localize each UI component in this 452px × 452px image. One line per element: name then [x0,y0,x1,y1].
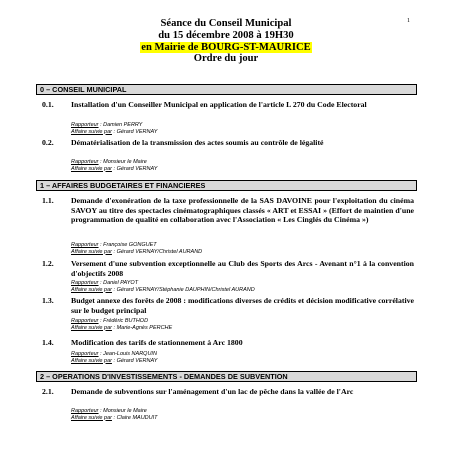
rapporteur-label: Rapporteur [71,159,99,165]
item-meta-2-1: Rapporteur : Monsieur le Maire Affaire suivie par : Claire MAUDUIT [71,408,158,421]
title-line-2: du 15 décembre 2008 à 19H30 [158,29,294,41]
section-header-1: 1 – AFFAIRES BUDGETAIRES ET FINANCIERES [36,180,417,191]
item-text: Demande de subventions sur l'aménagement d'un lac de pêche dans la vallée de l'Arc [71,387,354,396]
affaire-value: Gérard VERNAY/Christel AURAND [116,248,203,255]
rapporteur-label: Rapporteur [71,280,99,286]
agenda-item-1-2 [42,259,414,278]
item-meta-1-2: Rapporteur : Daniel PAYOT Affaire suivie par : Gérard VERNAY/Stéphanie DAUPHIN/Christel AURAND [71,280,255,293]
rapporteur-value: Daniel PAYOT [103,280,139,286]
affaire-value: Gérard VERNAY [116,357,158,364]
affaire-label: Affaire suivie par [71,324,112,331]
item-text: Demande d'exonération de la taxe professionnelle de la SAS DAVOINE pour l'exploitation du cinéma SAVOY au titre des spectacles cinématographiques classés « ART et ESSAI » (Effort de maintien d'une programmation de qualité en collaboration avec l'Association « Les Cinglés du Cinéma ») [71,196,414,224]
item-number: 1.4. [42,338,54,347]
item-meta-0-1: Rapporteur : Damien PERRY Affaire suivie par : Gérard VERNAY [71,122,158,135]
rapporteur-label: Rapporteur [71,242,99,248]
item-text: Dématérialisation de la transmission des actes soumis au contrôle de légalité [71,138,324,147]
rapporteur-label: Rapporteur [71,122,99,128]
rapporteur-label: Rapporteur [71,318,99,324]
affaire-label: Affaire suivie par [71,165,112,172]
title-line-1: Séance du Conseil Municipal [160,18,292,29]
rapporteur-value: Damien PERRY [103,122,143,128]
section-header-0: 0 – CONSEIL MUNICIPAL [36,84,417,95]
item-number: 2.1. [42,387,54,396]
affaire-value: Claire MAUDUIT [116,414,158,421]
item-text: Versement d'une subvention exceptionnelle au Club des Sports des Arcs - Avenant n°1 à la convention d'objectifs 2008 [71,259,414,278]
item-text: Installation d'un Conseiller Municipal en application de l'article L 270 du Code Electoral [71,100,367,109]
rapporteur-value: Frédéric BUTHOD [103,318,149,324]
rapporteur-value: Jean-Louis NARQUIN [103,351,157,357]
item-meta-1-3: Rapporteur : Frédéric BUTHOD Affaire suivie par : Marie-Agnès PERCHE [71,318,173,331]
affaire-label: Affaire suivie par [71,286,112,293]
affaire-label: Affaire suivie par [71,357,112,364]
item-meta-0-2: Rapporteur : Monsieur le Maire Affaire suivie par : Gérard VERNAY [71,159,158,172]
page-number: 1 [407,18,410,24]
rapporteur-value: Françoise GONGUET [103,242,157,248]
section-header-2: 2 – OPERATIONS D'INVESTISSEMENTS - DEMANDES DE SUBVENTION [36,371,417,382]
item-text: Modification des tarifs de stationnement à Arc 1800 [71,338,243,347]
item-number: 1.1. [42,196,54,205]
affaire-value: Gérard VERNAY [116,128,158,135]
title-line-3-highlighted: en Mairie de BOURG-ST-MAURICE [141,41,311,53]
agenda-item-1-4 [42,338,414,348]
affaire-label: Affaire suivie par [71,414,112,421]
affaire-value: Gérard VERNAY [116,165,158,172]
item-number: 0.1. [42,100,54,109]
rapporteur-value: Monsieur le Maire [103,408,147,414]
affaire-value: Marie-Agnès PERCHE [116,324,173,331]
page-title [0,18,452,65]
item-number: 1.3. [42,296,54,305]
title-line-4: Ordre du jour [193,53,259,65]
item-number: 0.2. [42,138,54,147]
affaire-label: Affaire suivie par [71,248,112,255]
item-meta-1-4: Rapporteur : Jean-Louis NARQUIN Affaire suivie par : Gérard VERNAY [71,351,158,364]
agenda-item-1-1 [42,196,414,225]
agenda-item-1-3 [42,296,414,315]
affaire-value: Gérard VERNAY/Stéphanie DAUPHIN/Christel AURAND [116,286,255,293]
rapporteur-value: Monsieur le Maire [103,159,147,165]
affaire-label: Affaire suivie par [71,128,112,135]
agenda-item-0-2 [42,138,414,148]
item-meta-1-1: Rapporteur : Françoise GONGUET Affaire suivie par : Gérard VERNAY/Christel AURAND [71,242,203,255]
rapporteur-label: Rapporteur [71,408,99,414]
agenda-item-0-1 [42,100,414,110]
agenda-item-2-1 [42,387,414,397]
item-text: Budget annexe des forêts de 2008 : modifications diverses de crédits et décision modificative corrélative sur le budget principal [71,296,414,315]
item-number: 1.2. [42,259,54,268]
rapporteur-label: Rapporteur [71,351,99,357]
